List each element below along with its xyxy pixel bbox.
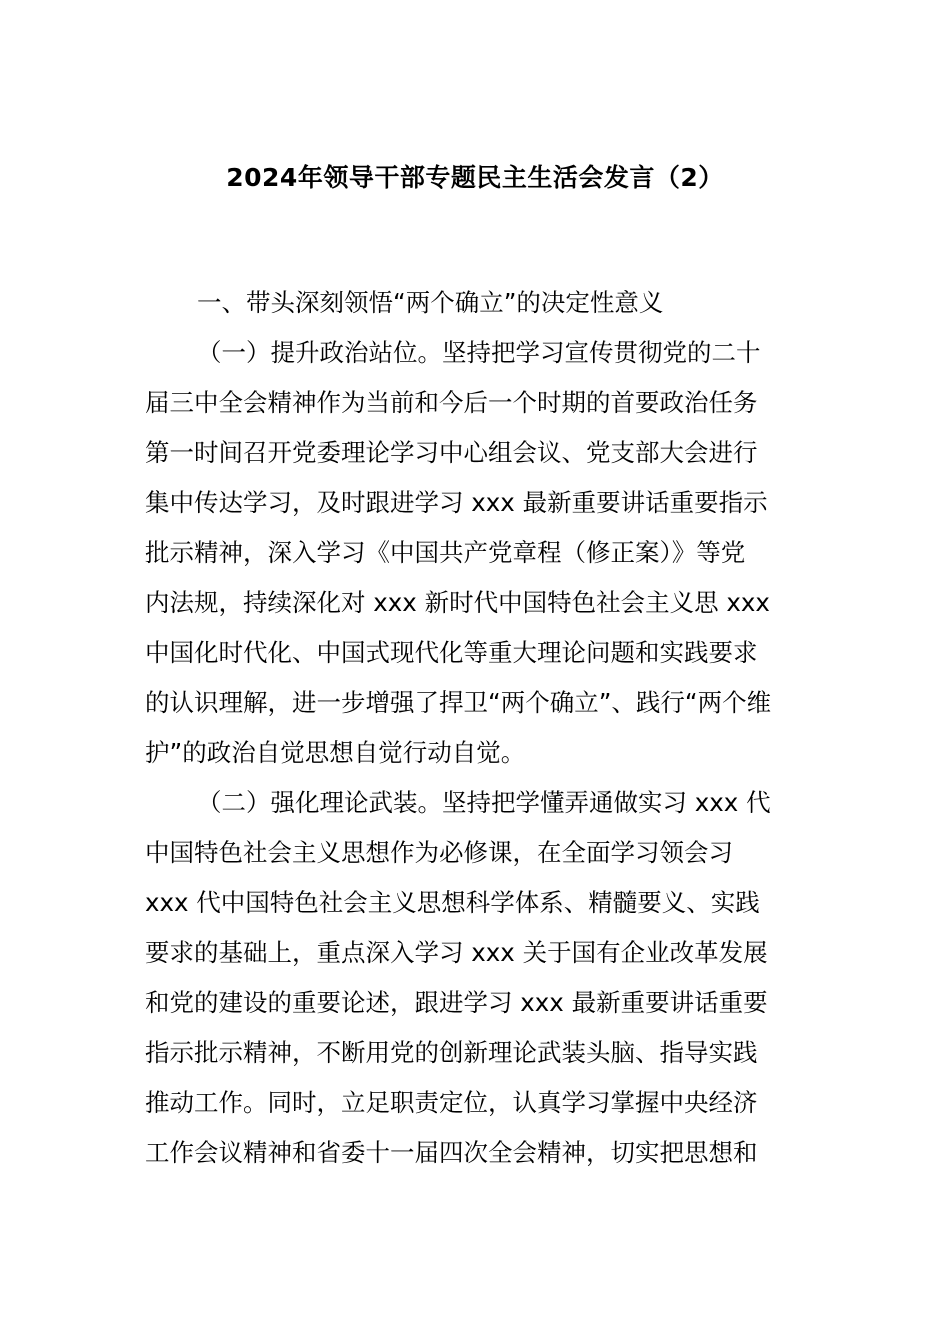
paragraph-line: 和党的建设的重要论述，跟进学习 xxx 最新重要讲话重要 [145,988,768,1017]
paragraph-line: 内法规，持续深化对 xxx 新时代中国特色社会主义思 xxx [145,588,770,617]
document-body [145,278,810,1178]
paragraph-line: 的认识理解，进一步增强了捍卫“两个确立”、践行“两个维 [145,688,772,717]
paragraph-line: 推动工作。同时，立足职责定位，认真学习掌握中央经济 [145,1088,758,1117]
paragraph-line: 届三中全会精神作为当前和今后一个时期的首要政治任务 [145,388,758,417]
paragraph-line: xxx 代中国特色社会主义思想科学体系、精髓要义、实践 [145,888,760,917]
document-title: 2024年领导干部专题民主生活会发言（2） [226,163,724,192]
paragraph-line: 批示精神，深入学习《中国共产党章程（修正案）》等党 [145,538,746,567]
paragraph-line: 中国化时代化、中国式现代化等重大理论问题和实践要求 [145,638,758,667]
paragraph-political-standing [145,328,810,778]
paragraph-line: 要求的基础上，重点深入学习 xxx 关于国有企业改革发展 [145,938,768,967]
paragraph-line: 指示批示精神，不断用党的创新理论武装头脑、指导实践 [145,1038,758,1067]
paragraph-line: 护”的政治自觉思想自觉行动自觉。 [145,738,526,767]
paragraph-line: 中国特色社会主义思想作为必修课，在全面学习领会习 [145,838,733,867]
paragraph-line: （二）强化理论武装。坚持把学懂弄通做实习 xxx 代 [197,788,771,817]
paragraph-line: 集中传达学习，及时跟进学习 xxx 最新重要讲话重要指示 [145,488,768,517]
paragraph-line: 工作会议精神和省委十一届四次全会精神，切实把思想和 [145,1138,758,1167]
section-heading: 一、带头深刻领悟“两个确立”的决定性意义 [197,288,664,317]
paragraph-theoretical-armament [145,778,810,1178]
paragraph-line: 第一时间召开党委理论学习中心组会议、党支部大会进行 [145,438,758,467]
paragraph-line: （一）提升政治站位。坚持把学习宣传贯彻党的二十 [197,338,761,367]
